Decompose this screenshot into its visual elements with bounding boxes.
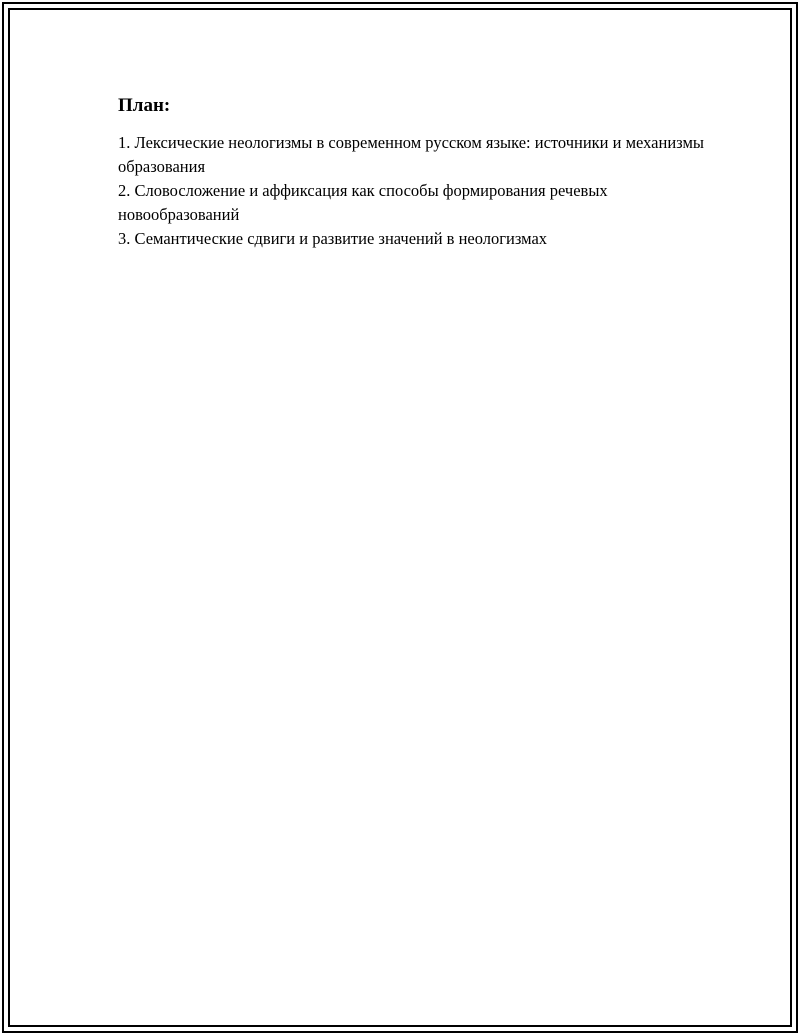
page-title: План: [118, 95, 171, 116]
page-content [118, 92, 718, 251]
plan-list [118, 131, 718, 251]
plan-item-2: 2. Словосложение и аффиксация как способы формирования речевых новообразований [118, 181, 608, 224]
plan-item-1: 1. Лексические неологизмы в современном русском языке: источники и механизмы образования [118, 133, 704, 176]
plan-item-3: 3. Семантические сдвиги и развитие значений в неологизмах [118, 229, 548, 248]
